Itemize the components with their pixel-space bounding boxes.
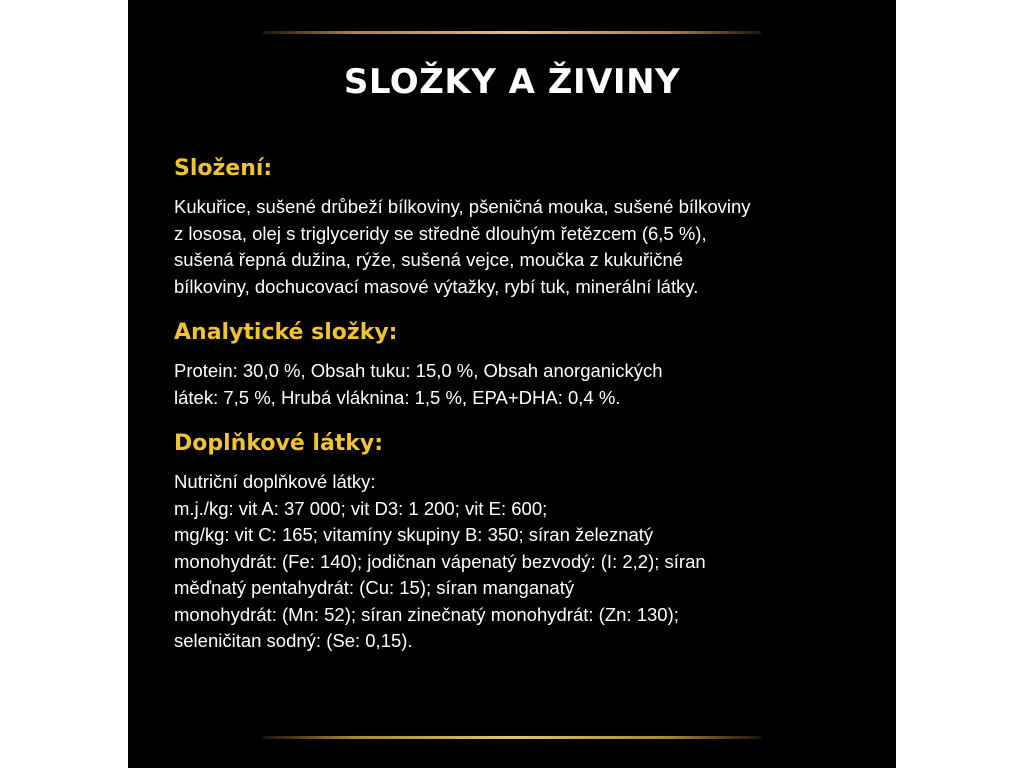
- section-body: [174, 469, 864, 655]
- page-title: SLOŽKY A ŽIVINY: [343, 62, 681, 102]
- text-line: monohydrát: (Fe: 140); jodičnan vápenatý bezvodý: (I: 2,2); síran: [174, 550, 706, 572]
- section-heading: Složení:: [174, 156, 273, 181]
- top-gold-divider: [263, 31, 761, 34]
- text-line: mg/kg: vit C: 165; vitamíny skupiny B: 350; síran železnatý: [174, 524, 654, 545]
- text-line: m.j./kg: vit A: 37 000; vit D3: 1 200; vit E: 600;: [174, 497, 548, 519]
- section-heading: Doplňkové látky:: [174, 431, 384, 456]
- text-line: z lososa, olej s triglyceridy se středně dlouhým řetězcem (6,5 %),: [174, 222, 707, 244]
- content-area: [174, 154, 864, 655]
- text-line: sušená řepná dužina, rýže, sušená vejce, moučka z kukuřičné: [174, 249, 684, 270]
- text-line: seleničitan sodný: (Se: 0,15).: [174, 630, 413, 651]
- text-line: Nutriční doplňkové látky:: [174, 471, 376, 492]
- text-line: bílkoviny, dochucovací masové výtažky, rybí tuk, minerální látky.: [174, 275, 699, 297]
- text-line: monohydrát: (Mn: 52); síran zinečnatý monohydrát: (Zn: 130);: [174, 603, 679, 625]
- additives-section: [174, 429, 864, 655]
- ingredients-panel: [128, 0, 896, 768]
- section-body: [174, 358, 864, 411]
- section-heading: Analytické složky:: [174, 320, 398, 345]
- composition-section: [174, 154, 864, 300]
- section-body: [174, 194, 864, 300]
- analytical-section: [174, 318, 864, 411]
- text-line: Kukuřice, sušené drůbeží bílkoviny, pšeničná mouka, sušené bílkoviny: [174, 196, 751, 217]
- text-line: měďnatý pentahydrát: (Cu: 15); síran manganatý: [174, 577, 575, 598]
- text-line: Protein: 30,0 %, Obsah tuku: 15,0 %, Obsah anorganických: [174, 360, 663, 381]
- text-line: látek: 7,5 %, Hrubá vláknina: 1,5 %, EPA+DHA: 0,4 %.: [174, 386, 621, 408]
- bottom-gold-divider: [263, 736, 761, 739]
